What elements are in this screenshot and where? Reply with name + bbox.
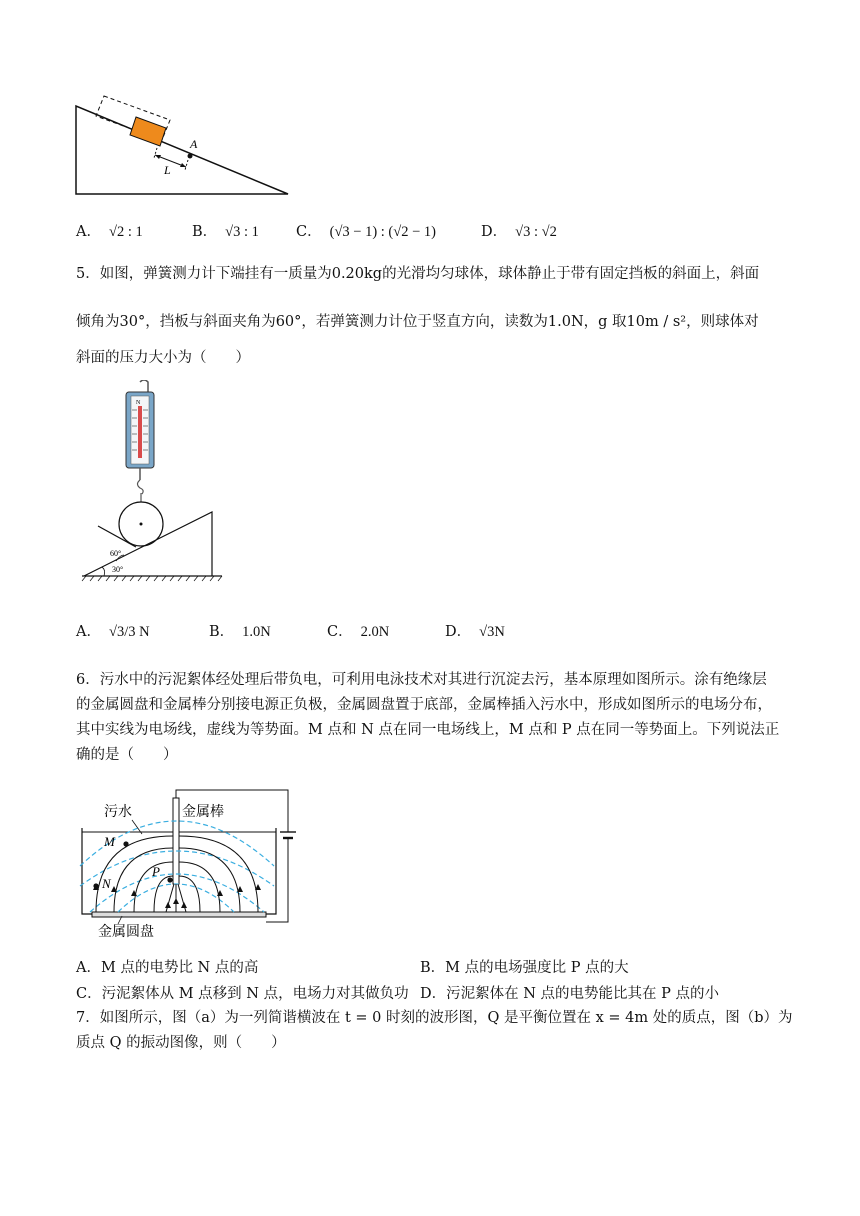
q4-option-b[interactable]: B． √3 : 1 — [192, 224, 259, 240]
q6-line-1: 6．污水中的污泥絮体经处理后带负电，可利用电泳技术对其进行沉淀去污，基本原理如图所示。涂有绝缘层 — [76, 672, 767, 688]
q6-option-a[interactable]: A．M 点的电势比 N 点的高 — [76, 960, 259, 976]
orange-block — [130, 117, 166, 146]
point-p — [167, 877, 172, 882]
q4-option-c[interactable]: C． (√3 − 1) : (√2 − 1) — [296, 224, 436, 240]
angle-30: 30° — [112, 565, 124, 574]
q5-option-a[interactable]: A． √3/3 N — [76, 624, 150, 640]
q5-line-2: 倾角为30°，挡板与斜面夹角为60°，若弹簧测力计位于竖直方向，读数为1.0N，g 取10m / s²，则球体对 — [76, 314, 759, 330]
q4-option-a[interactable]: A． √2 : 1 — [76, 224, 143, 240]
q6-option-b[interactable]: B．M 点的电场强度比 P 点的大 — [420, 960, 629, 976]
metal-rod — [173, 798, 179, 884]
point-m — [123, 841, 128, 846]
svg-text:M: M — [104, 834, 115, 849]
label-l: L — [164, 163, 171, 177]
q6-line-2: 的金属圆盘和金属棒分别接电源正负极，金属圆盘置于底部，金属棒插入污水中，形成如图所示的电场分布， — [76, 697, 772, 713]
q5-option-b[interactable]: B． 1.0N — [209, 624, 271, 640]
q7-line-1: 7．如图所示，图（a）为一列简谐横波在 t = 0 时刻的波形图，Q 是平衡位置在 x = 4m 处的质点，图（b）为 — [76, 1010, 793, 1026]
q7-line-2: 质点 Q 的振动图像，则（ ） — [76, 1035, 286, 1051]
label-water: 污水 — [104, 805, 132, 820]
q6-option-d[interactable]: D．污泥絮体在 N 点的电势能比其在 P 点的小 — [420, 986, 720, 1002]
q6-line-3: 其中实线为电场线，虚线为等势面。M 点和 N 点在同一电场线上，M 点和 P 点在同一等势面上。下列说法正 — [76, 722, 780, 738]
q5-spring-scale-figure — [78, 380, 228, 586]
q4-incline-figure — [60, 92, 300, 202]
q5-line-1: 5．如图，弹簧测力计下端挂有一质量为0.20kg的光滑均匀球体，球体静止于带有固定挡板的斜面上，斜面 — [76, 266, 760, 282]
angle-60: 60° — [110, 549, 122, 558]
label-a: A — [190, 137, 198, 151]
q6-line-4: 确的是（ ） — [76, 747, 178, 763]
label-disk: 金属圆盘 — [98, 925, 154, 940]
q5-option-c[interactable]: C． 2.0N — [327, 624, 390, 640]
point-n — [93, 883, 98, 888]
q6-option-c[interactable]: C．污泥絮体从 M 点移到 N 点，电场力对其做负功 — [76, 986, 409, 1002]
label-rod: 金属棒 — [182, 805, 224, 820]
q5-option-d[interactable]: D． √3N — [445, 624, 505, 640]
point-a — [188, 154, 193, 159]
q6-electrophoresis-figure — [78, 776, 308, 944]
q4-option-d[interactable]: D． √3 : √2 — [481, 224, 557, 240]
metal-disk — [92, 912, 266, 917]
svg-text:P: P — [152, 864, 160, 879]
svg-text:N: N — [102, 876, 111, 891]
q5-line-3: 斜面的压力大小为（ ） — [76, 350, 250, 366]
meter-unit: N — [136, 400, 141, 406]
